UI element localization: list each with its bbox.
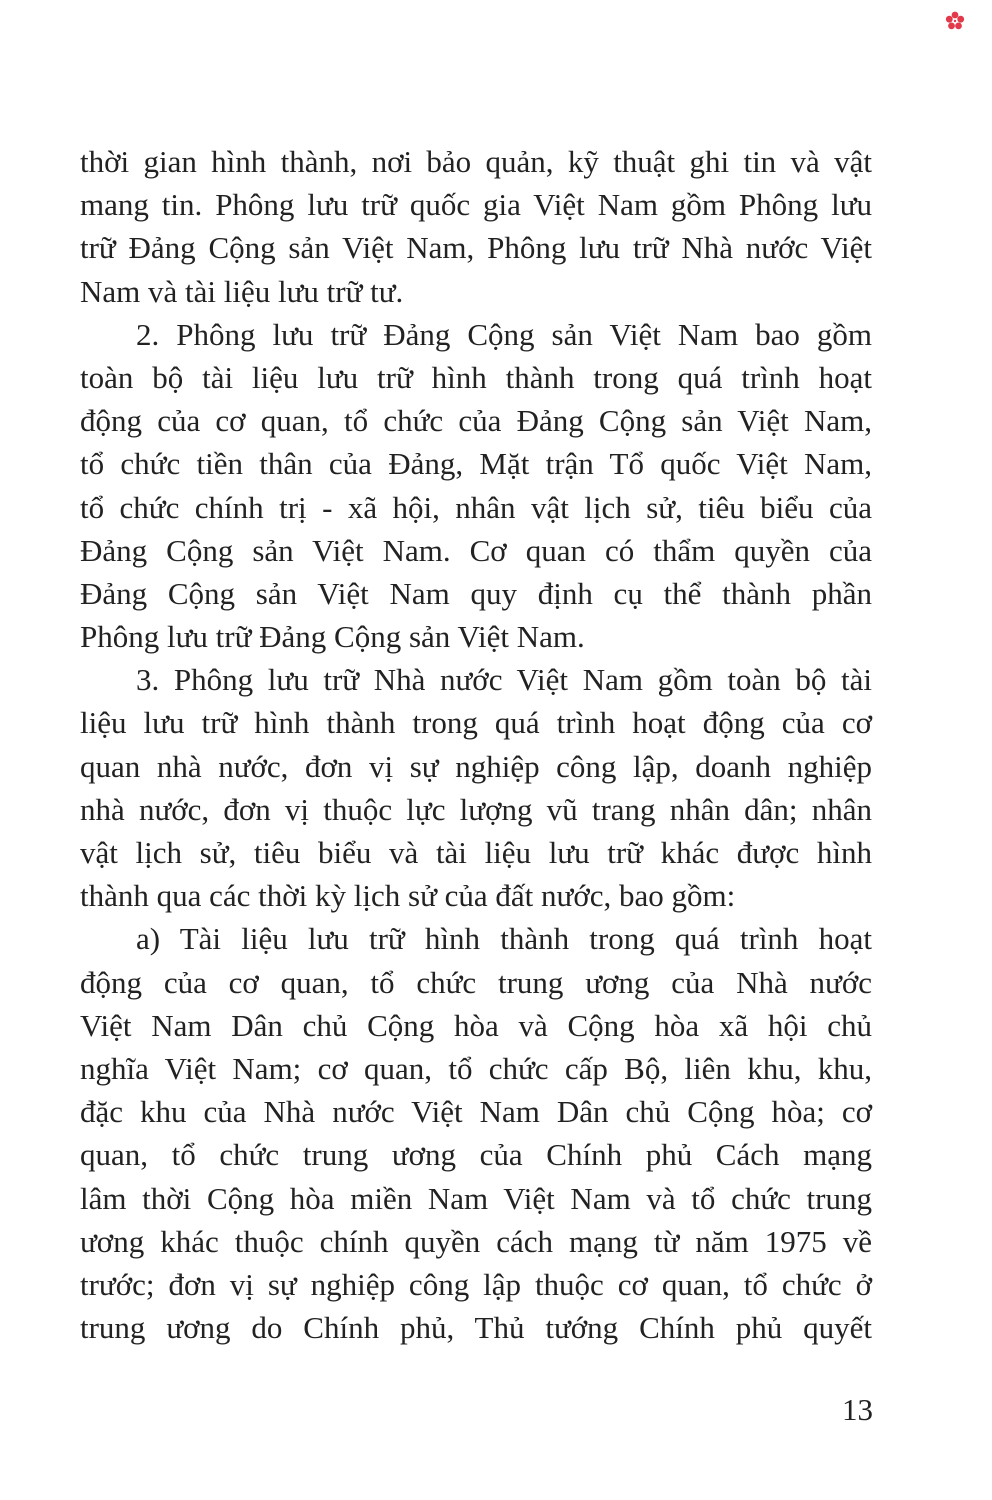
page-number: 13 (842, 1392, 873, 1427)
text-line: nhà nước, đơn vị thuộc lực lượng vũ trang nhân dân; nhân (80, 791, 872, 827)
text-line: mang tin. Phông lưu trữ quốc gia Việt Nam gồm Phông lưu (80, 187, 872, 223)
text-line: lâm thời Cộng hòa miền Nam Việt Nam và tổ chức trung (80, 1180, 872, 1216)
paragraph-start-line: 2. Phông lưu trữ Đảng Cộng sản Việt Nam bao gồm (136, 316, 872, 352)
flower-ornament-icon (944, 10, 966, 32)
text-line: trung ương do Chính phủ, Thủ tướng Chính phủ quyết (80, 1310, 872, 1346)
text-line: liệu lưu trữ hình thành trong quá trình hoạt động của cơ (80, 705, 872, 741)
text-line: đặc khu của Nhà nước Việt Nam Dân chủ Cộng hòa; cơ (80, 1094, 872, 1130)
text-line: Đảng Cộng sản Việt Nam quy định cụ thể thành phần (80, 575, 872, 611)
text-line: Nam và tài liệu lưu trữ tư. (80, 273, 404, 309)
text-line: vật lịch sử, tiêu biểu và tài liệu lưu trữ khác được hình (80, 835, 872, 870)
text-line: trữ Đảng Cộng sản Việt Nam, Phông lưu trữ Nhà nước Việt (80, 230, 872, 266)
text-line: động của cơ quan, tổ chức trung ương của Nhà nước (80, 964, 872, 1000)
text-line: tổ chức chính trị - xã hội, nhân vật lịch sử, tiêu biểu của (80, 489, 872, 525)
text-line: ương khác thuộc chính quyền cách mạng từ năm 1975 về (80, 1223, 872, 1259)
text-line: nghĩa Việt Nam; cơ quan, tổ chức cấp Bộ, liên khu, khu, (80, 1050, 872, 1086)
text-line: thời gian hình thành, nơi bảo quản, kỹ thuật ghi tin và vật (80, 144, 872, 179)
text-line: Đảng Cộng sản Việt Nam. Cơ quan có thẩm quyền của (80, 532, 872, 568)
text-line: Việt Nam Dân chủ Cộng hòa và Cộng hòa xã hội chủ (80, 1007, 872, 1043)
paragraph-start-line: 3. Phông lưu trữ Nhà nước Việt Nam gồm toàn bộ tài (136, 662, 872, 698)
paragraph-start-line: a) Tài liệu lưu trữ hình thành trong quá trình hoạt (136, 921, 872, 957)
text-line: Phông lưu trữ Đảng Cộng sản Việt Nam. (80, 619, 585, 655)
body-text (80, 140, 872, 1349)
text-line: tổ chức tiền thân của Đảng, Mặt trận Tổ quốc Việt Nam, (80, 446, 872, 482)
text-line: thành qua các thời kỳ lịch sử của đất nước, bao gồm: (80, 878, 736, 914)
text-line: quan nhà nước, đơn vị sự nghiệp công lập, doanh nghiệp (80, 748, 872, 784)
text-line: quan, tổ chức trung ương của Chính phủ Cách mạng (80, 1137, 872, 1173)
text-line: trước; đơn vị sự nghiệp công lập thuộc cơ quan, tổ chức ở (80, 1266, 872, 1302)
text-line: động của cơ quan, tổ chức của Đảng Cộng sản Việt Nam, (80, 403, 872, 439)
text-line: toàn bộ tài liệu lưu trữ hình thành trong quá trình hoạt (80, 359, 872, 395)
